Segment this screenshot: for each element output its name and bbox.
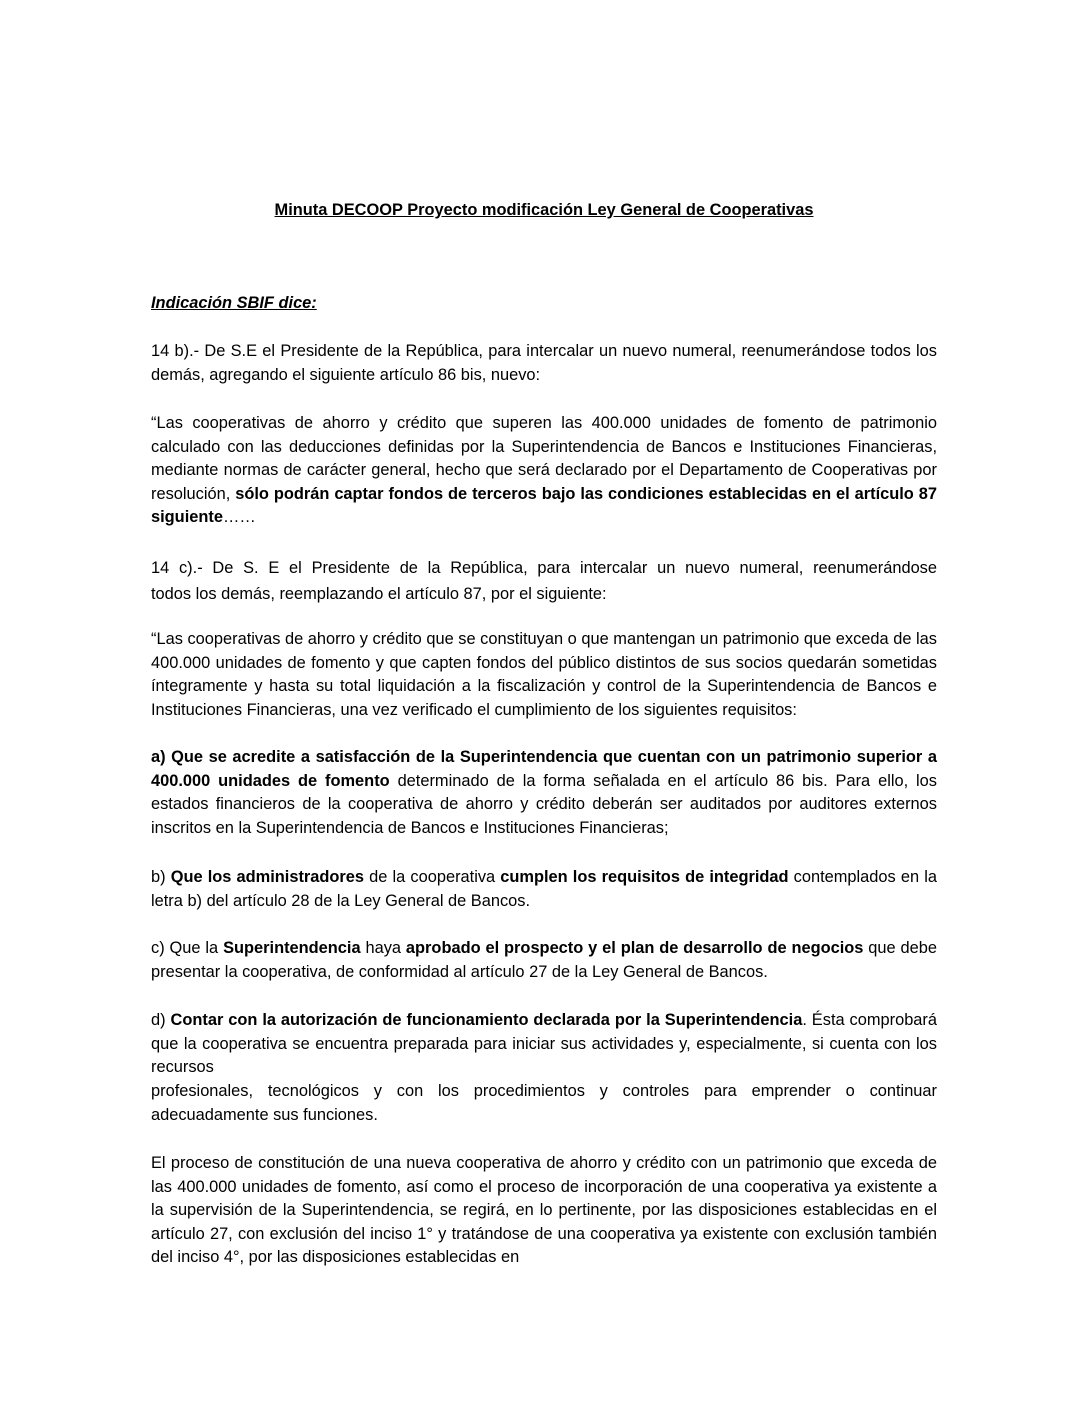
requirement-c xyxy=(151,937,937,984)
requirement-a-bold: a) Que se acredite a satisfacción de la Superintendencia que cuentan con un patrimonio superior a 400.000 unidades de fomento xyxy=(151,748,937,790)
requirement-c-text: que debe presentar la cooperativa, de conformidad al artículo 27 de la Ley General de Bancos. xyxy=(151,939,938,981)
ellipsis: …… xyxy=(222,508,256,527)
paragraph-14b: 14 b).- De S.E el Presidente de la República, para intercalar un nuevo numeral, reenumerándose todos los demás, agregando el siguiente artículo 86 bis, nuevo: xyxy=(151,342,937,384)
requirement-d-continuation: profesionales, tecnológicos y con los procedimientos y controles para emprender o continuar adecuadamente sus funciones. xyxy=(151,1082,937,1124)
requirement-d xyxy=(151,1009,937,1080)
paragraph-text: “Las cooperativas de ahorro y crédito que superen las 400.000 unidades de fomento de patrimonio calculado con las deducciones definidas por la Superintendencia de Bancos e Instituciones Financieras, mediante normas de carácter general, hecho que será declarado por el Departamento de Cooperativas por resolución, xyxy=(151,414,937,503)
document-title: Minuta DECOOP Proyecto modificación Ley General de Cooperativas xyxy=(274,201,814,219)
requirement-a xyxy=(151,746,937,840)
paragraph-line: todos los demás, reemplazando el artículo 87, por el siguiente: xyxy=(151,585,607,603)
requirement-b-bold: cumplen los requisitos de integridad xyxy=(500,868,789,886)
requirement-c-text: haya xyxy=(360,939,406,957)
requirement-b-text: contemplados en la letra b) del artículo 28 de la Ley General de Bancos. xyxy=(151,868,937,910)
paragraph-line: 14 c).- De S. E el Presidente de la República, para intercalar un nuevo numeral, reenumerándose xyxy=(151,559,937,577)
requirement-b xyxy=(151,866,937,913)
requirement-c-text: c) Que la xyxy=(151,939,224,957)
paragraph-bold-text: sólo podrán captar fondos de terceros bajo las condiciones establecidas en el artículo 87 siguiente xyxy=(151,484,937,527)
requirement-a-text: determinado de la forma señalada en el artículo 86 bis. Para ello, los estados financieros de la cooperativa de ahorro y crédito deberán ser auditados por auditores externos inscritos en la Superintendencia de Bancos e Instituciones Financieras; xyxy=(151,771,937,837)
requirement-b-letter: b) xyxy=(151,868,171,886)
requirement-c-bold: Superintendencia xyxy=(223,939,361,957)
paragraph-article-87: “Las cooperativas de ahorro y crédito que se constituyan o que mantengan un patrimonio que exceda de las 400.000 unidades de fomento y que capten fondos del público distintos de sus socios quedarán sometidas íntegramente y hasta su total liquidación a la fiscalización y control de la Superintendencia de Bancos e Instituciones Financieras, una vez verificado el cumplimiento de los siguientes requisitos: xyxy=(151,630,937,719)
paragraph-14c xyxy=(151,555,937,607)
section-heading: Indicación SBIF dice: xyxy=(151,294,317,312)
requirement-d-text: . Ésta comprobará que la cooperativa se encuentra preparada para iniciar sus actividades y, especialmente, si cuenta con los recursos xyxy=(151,1011,937,1077)
requirement-d-letter: d) xyxy=(151,1011,171,1029)
requirement-d-bold: Contar con la autorización de funcionamiento declarada por la Superintendencia xyxy=(170,1011,803,1029)
requirement-b-bold: Que los administradores xyxy=(170,868,365,886)
paragraph-constitution-process: El proceso de constitución de una nueva cooperativa de ahorro y crédito con un patrimonio que exceda de las 400.000 unidades de fomento, así como el proceso de incorporación de una cooperativa ya existente a la supervisión de la Superintendencia, se regirá, en lo pertinente, por las disposiciones establecidas en el artículo 27, con exclusión del inciso 1° y tratándose de una cooperativa ya existente con exclusión también del inciso 4°, por las disposiciones establecidas en xyxy=(151,1154,937,1267)
requirement-c-bold: aprobado el prospecto y el plan de desarrollo de negocios xyxy=(405,939,864,957)
requirement-b-text: de la cooperativa xyxy=(364,868,501,886)
paragraph-article-86-bis xyxy=(151,412,937,530)
